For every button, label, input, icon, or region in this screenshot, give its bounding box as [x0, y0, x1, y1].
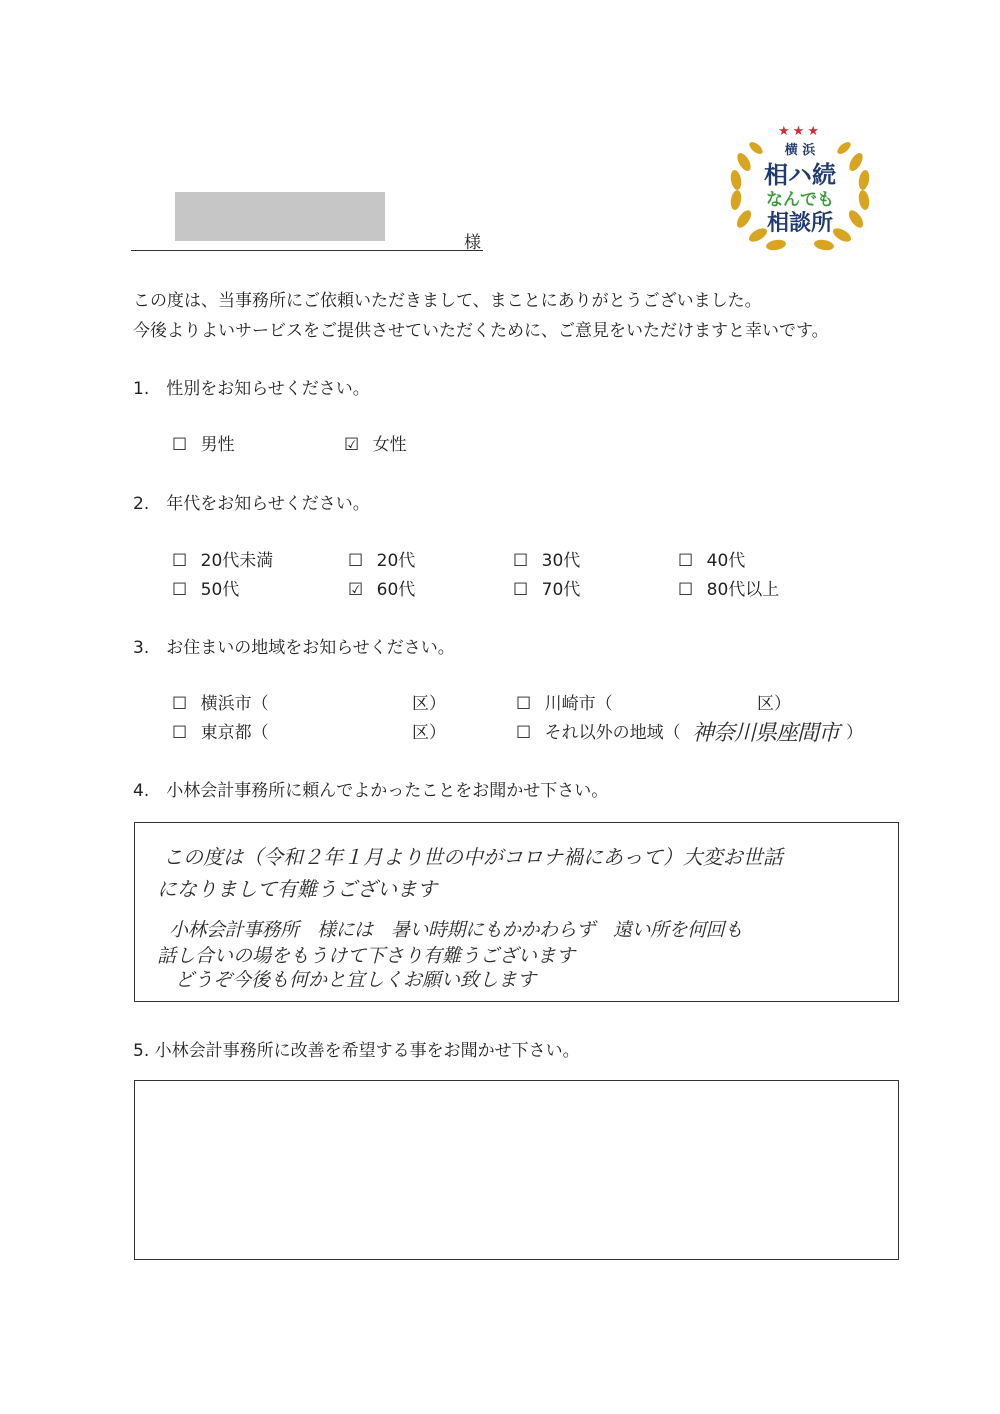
option-label: 70代	[541, 580, 581, 600]
answer-line: どうぞ今後も何かと宜しくお願い致します	[175, 969, 537, 991]
option-80s-plus[interactable]	[678, 579, 779, 601]
question-3: 3. お住まいの地域をお知らせください。	[133, 638, 455, 658]
name-underline	[131, 250, 483, 251]
option-label: 川崎市（	[544, 694, 613, 714]
answer-line: になりまして有難うございます	[157, 877, 437, 901]
honorific: 様	[464, 233, 481, 253]
option-kawasaki[interactable]	[516, 693, 613, 715]
question-5: 5. 小林会計事務所に改善を希望する事をお聞かせ下さい。	[133, 1041, 580, 1061]
option-20s[interactable]	[348, 550, 415, 572]
question-2: 2. 年代をお知らせください。	[133, 494, 370, 514]
question-1: 1. 性別をお知らせください。	[133, 379, 370, 399]
company-logo	[722, 122, 878, 258]
option-other-region[interactable]	[516, 722, 681, 744]
intro-line-2: 今後よりよいサービスをご提供させていただくために、ご意見をいただけますと幸いです。	[133, 321, 829, 341]
other-region-close: ）	[846, 723, 863, 743]
option-label: 50代	[200, 580, 240, 600]
tokyo-ward-suffix: 区）	[412, 723, 446, 743]
kawasaki-ward-suffix: 区）	[757, 694, 791, 714]
redacted-name	[175, 192, 385, 241]
option-label: 30代	[541, 551, 581, 571]
option-label: 東京都（	[200, 723, 269, 743]
checkbox-checked[interactable]: ☑	[344, 435, 360, 455]
q4-answer-box[interactable]	[134, 822, 899, 1002]
q5-answer-box[interactable]	[134, 1080, 899, 1260]
logo-office: 相談所	[766, 211, 833, 236]
option-40s[interactable]	[678, 550, 745, 572]
option-label: 横浜市（	[200, 694, 269, 714]
option-label: 20代	[376, 551, 416, 571]
option-under-20s[interactable]	[172, 550, 273, 572]
checkbox-unchecked[interactable]: ☐	[513, 551, 529, 571]
option-30s[interactable]	[513, 550, 580, 572]
logo-stars: ★★★	[778, 124, 822, 139]
option-50s[interactable]	[172, 579, 239, 601]
checkbox-unchecked[interactable]: ☐	[513, 580, 529, 600]
other-region-handwritten: 神奈川県座間市	[692, 721, 840, 746]
checkbox-checked[interactable]: ☑	[348, 580, 364, 600]
logo-subtitle: なんでも	[766, 190, 834, 210]
answer-line: この度は（令和２年１月より世の中がコロナ禍にあって）大変お世話	[163, 845, 783, 869]
option-label: 80代以上	[706, 580, 780, 600]
option-label: 20代未満	[200, 551, 274, 571]
checkbox-unchecked[interactable]: ☐	[172, 435, 188, 455]
checkbox-unchecked[interactable]: ☐	[172, 723, 188, 743]
option-tokyo[interactable]	[172, 722, 269, 744]
option-label: 40代	[706, 551, 746, 571]
checkbox-unchecked[interactable]: ☐	[172, 580, 188, 600]
checkbox-unchecked[interactable]: ☐	[172, 551, 188, 571]
checkbox-unchecked[interactable]: ☐	[516, 723, 532, 743]
checkbox-unchecked[interactable]: ☐	[678, 580, 694, 600]
logo-title: 相ハ続	[764, 161, 836, 189]
answer-line: 小林会計事務所 様には 暑い時期にもかかわらず 遠い所を何回も	[169, 919, 743, 941]
question-4: 4. 小林会計事務所に頼んでよかったことをお聞かせ下さい。	[133, 781, 609, 801]
checkbox-unchecked[interactable]: ☐	[172, 694, 188, 714]
option-male[interactable]	[172, 434, 235, 456]
yokohama-ward-suffix: 区）	[412, 694, 446, 714]
checkbox-unchecked[interactable]: ☐	[516, 694, 532, 714]
checkbox-unchecked[interactable]: ☐	[678, 551, 694, 571]
option-label: 女性	[372, 435, 407, 455]
option-female[interactable]	[344, 434, 407, 456]
option-label: それ以外の地域（	[544, 723, 681, 743]
intro-line-1: この度は、当事務所にご依頼いただきまして、まことにありがとうございました。	[133, 291, 762, 311]
option-yokohama[interactable]	[172, 693, 269, 715]
option-70s[interactable]	[513, 579, 580, 601]
option-label: 男性	[200, 435, 235, 455]
option-60s[interactable]	[348, 579, 415, 601]
checkbox-unchecked[interactable]: ☐	[348, 551, 364, 571]
option-label: 60代	[376, 580, 416, 600]
answer-line: 話し合いの場をもうけて下さり有難うございます	[157, 945, 576, 967]
logo-city: 横 浜	[784, 143, 816, 158]
